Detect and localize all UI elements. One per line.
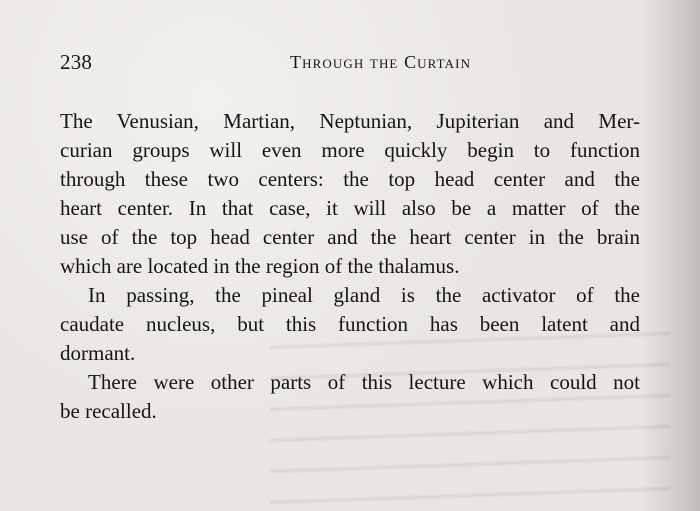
body-line: There were other parts of this lecture which could not [88, 370, 640, 394]
body-line: caudate nucleus, but this function has been latent and [60, 312, 640, 336]
body-line: dormant. [60, 341, 136, 365]
page-number: 238 [60, 50, 93, 74]
body-line: use of the top head center and the heart center in the brain [60, 225, 640, 249]
body-line: In passing, the pineal gland is the activator of the [88, 283, 640, 307]
body-line: heart center. In that case, it will also be a matter of the [60, 196, 640, 220]
page-body [60, 107, 640, 426]
running-title: Through the Curtain [290, 52, 472, 72]
body-line: be recalled. [60, 399, 157, 423]
body-line: curian groups will even more quickly begin to function [60, 138, 640, 162]
body-line: which are located in the region of the thalamus. [60, 254, 460, 278]
page-header [60, 49, 640, 75]
body-line: The Venusian, Martian, Neptunian, Jupiterian and Mer- [60, 109, 640, 133]
body-line: through these two centers: the top head center and the [60, 167, 640, 191]
